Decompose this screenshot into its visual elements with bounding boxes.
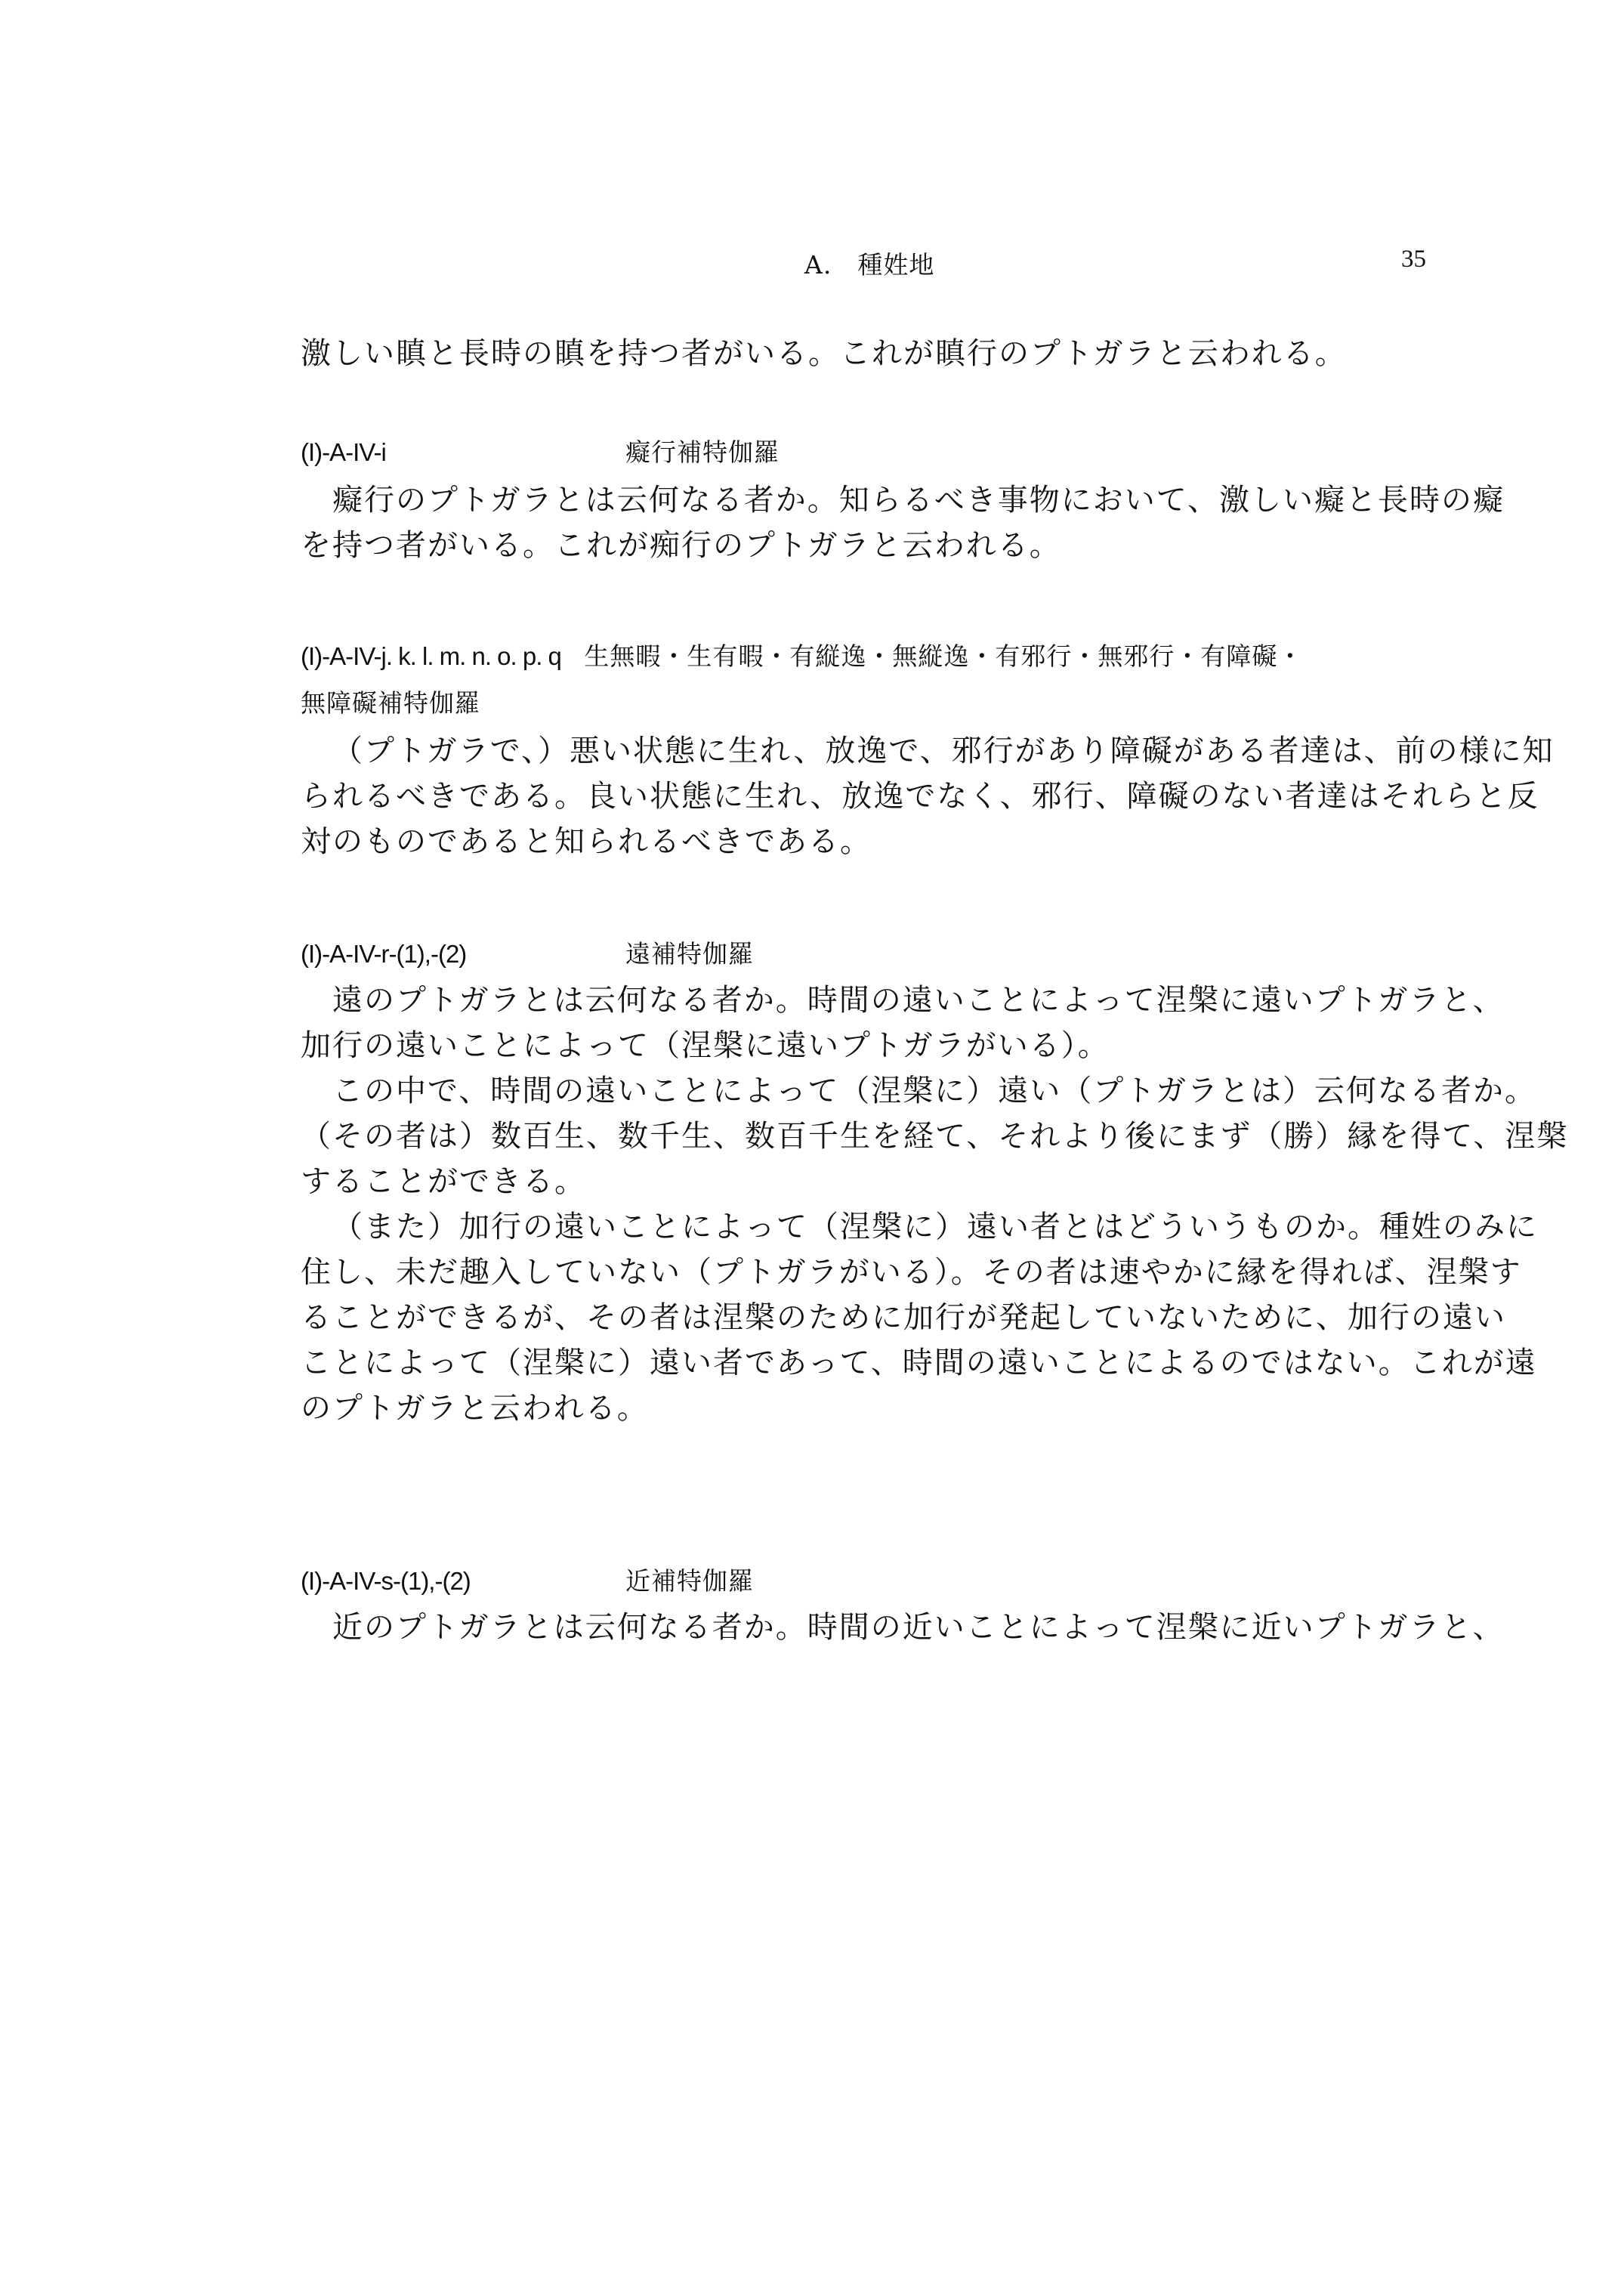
paragraph-line: 対のものであると知られるべきである。 xyxy=(301,824,872,859)
paragraph-line: 加行の遠いことによって（涅槃に遠いプトガラがいる）。 xyxy=(301,1028,1110,1063)
section-heading-s xyxy=(301,1564,754,1599)
paragraph-line: 住し、未だ趣入していない（プトガラがいる）。その者は速やかに縁を得れば、涅槃す xyxy=(301,1255,1522,1290)
section-title: 癡行補特伽羅 xyxy=(625,437,780,467)
section-r-paragraph xyxy=(301,978,1569,1431)
section-title-continued: 無障礙補特伽羅 xyxy=(301,688,480,718)
section-s-paragraph xyxy=(301,1605,1505,1650)
section-jq-paragraph xyxy=(301,728,1555,864)
section-code: (I)-A-IV-s-(1),-(2) xyxy=(301,1567,471,1595)
section-title: 生無暇・生有暇・有縦逸・無縦逸・有邪行・無邪行・有障礙・ xyxy=(584,641,1304,671)
paragraph-line: 近のプトガラとは云何なる者か。時間の近いことによって涅槃に近いプトガラと、 xyxy=(332,1610,1505,1645)
section-heading-jq-continued xyxy=(301,686,480,721)
paragraph-line: （その者は）数百生、数千生、数百千生を経て、それより後にまず（勝）縁を得て、涅槃 xyxy=(301,1119,1569,1154)
paragraph-line: ことによって（涅槃に）遠い者であって、時間の遠いことによるのではない。これが遠 xyxy=(301,1346,1537,1380)
section-title: 近補特伽羅 xyxy=(625,1566,754,1596)
section-heading-i xyxy=(301,435,780,470)
section-heading-r xyxy=(301,937,754,972)
section-title: 遠補特伽羅 xyxy=(625,939,754,969)
section-code: (I)-A-IV-r-(1),-(2) xyxy=(301,940,467,968)
intro-line: 激しい瞋と長時の瞋を持つ者がいる。これが瞋行のプトガラと云われる。 xyxy=(301,336,1347,371)
paragraph-line: ることができるが、その者は涅槃のために加行が発起していないために、加行の遠い xyxy=(301,1300,1506,1335)
paragraph-line: のプトガラと云われる。 xyxy=(301,1391,649,1426)
paragraph-line: することができる。 xyxy=(301,1164,586,1199)
section-i-paragraph xyxy=(301,477,1505,568)
paragraph-line: 癡行のプトガラとは云何なる者か。知らるべき事物において、激しい癡と長時の癡 xyxy=(332,483,1505,518)
paragraph-line: を持つ者がいる。これが痴行のプトガラと云われる。 xyxy=(301,528,1061,563)
intro-paragraph xyxy=(301,331,1464,376)
paragraph-line: られるべきである。良い状態に生れ、放逸でなく、邪行、障礙のない者達はそれらと反 xyxy=(301,779,1539,814)
section-code: (I)-A-IV-i xyxy=(301,438,386,466)
paragraph-line: （プトガラで、）悪い状態に生れ、放逸で、邪行があり障礙がある者達は、前の様に知 xyxy=(332,734,1555,768)
paragraph-line: （また）加行の遠いことによって（涅槃に）遠い者とはどういうものか。種姓のみに xyxy=(332,1210,1538,1244)
running-head: A. 種姓地 xyxy=(804,250,935,280)
paragraph-line: この中で、時間の遠いことによって（涅槃に）遠い（プトガラとは）云何なる者か。 xyxy=(332,1074,1536,1108)
section-heading-jq xyxy=(301,639,1303,674)
section-code: (I)-A-IV-j. k. l. m. n. o. p. q xyxy=(301,642,561,670)
paragraph-line: 遠のプトガラとは云何なる者か。時間の遠いことによって涅槃に遠いプトガラと、 xyxy=(332,983,1505,1018)
page-number: 35 xyxy=(1401,246,1426,273)
